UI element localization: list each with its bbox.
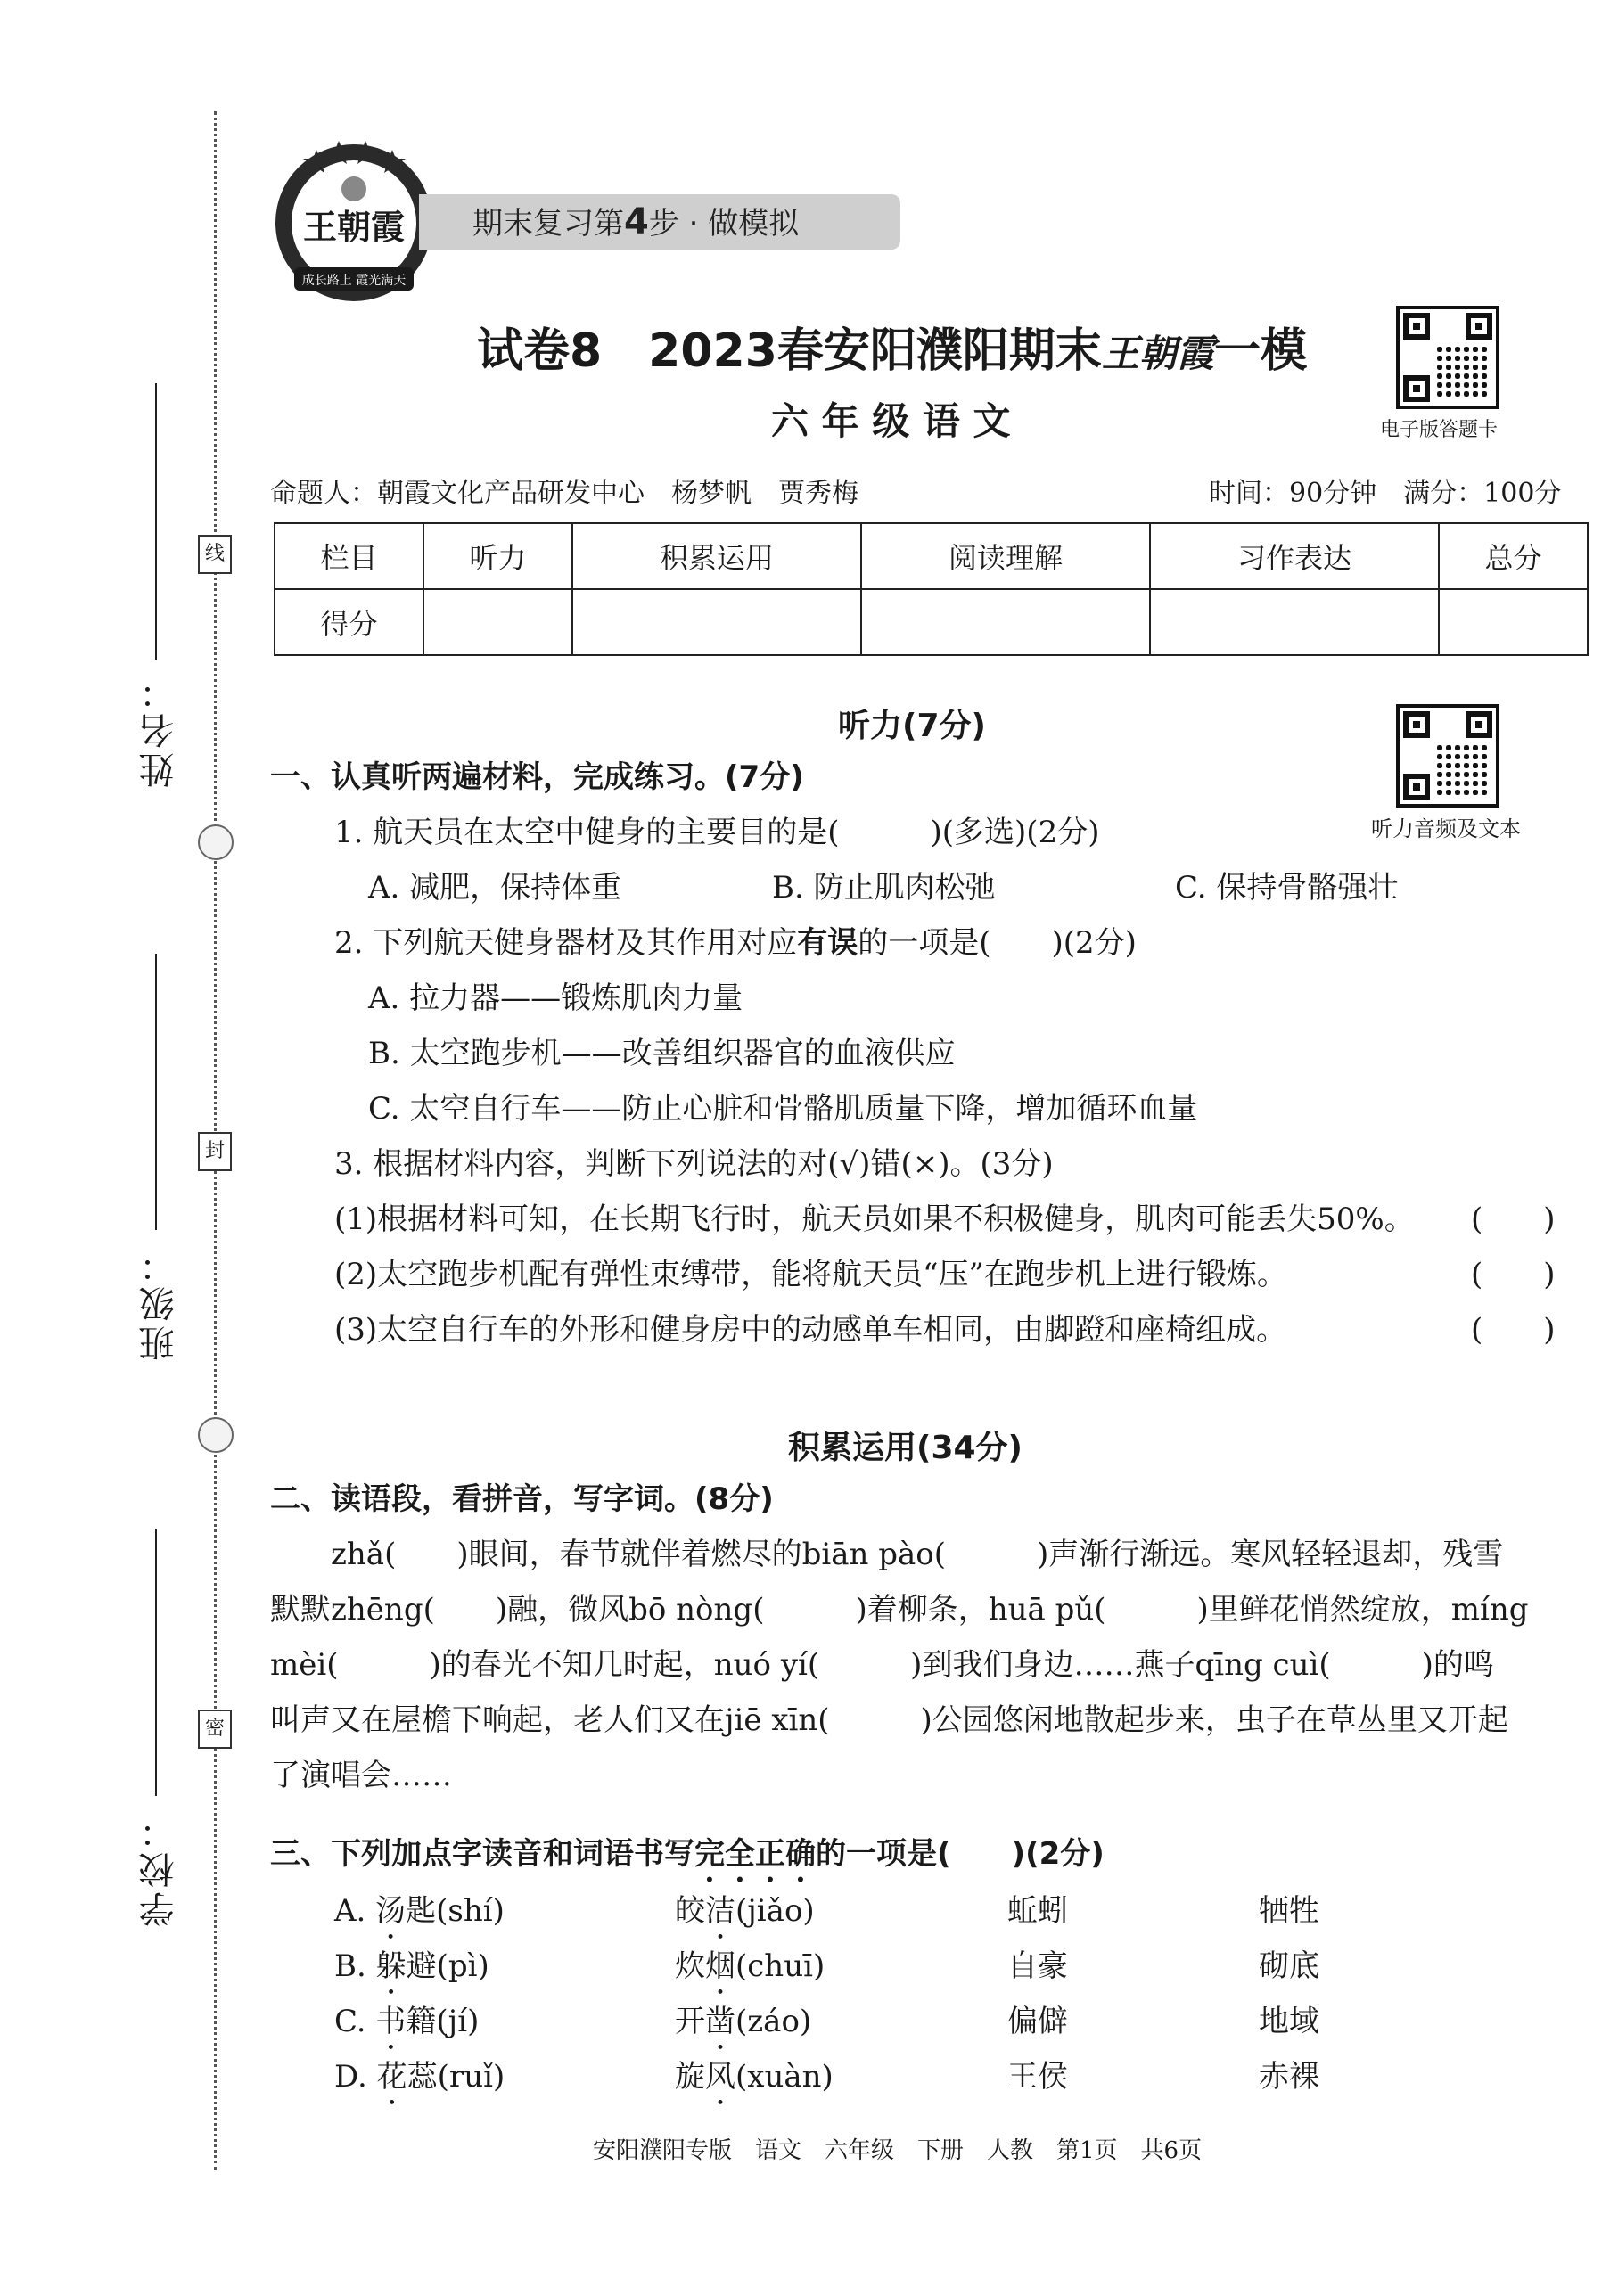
score-table-score-row: [275, 589, 1588, 655]
score-header-cell: 听力: [423, 523, 572, 589]
q1-2-option-a: A. 拉力器——锻炼肌肉力量: [368, 980, 743, 1016]
q1-2-emphasis: 有误: [797, 925, 858, 961]
q3-option-d: D. 花蕊(ruǐ): [334, 2059, 505, 2095]
q1-3-statement-2: (2)太空跑步机配有弹性束缚带，能将航天员“压”在跑步机上进行锻炼。: [334, 1257, 1287, 1292]
q1-3-judge-blank-2[interactable]: ( ): [1471, 1257, 1556, 1292]
q1-3-statement-3: (3)太空自行车的外形和健身房中的动感单车相同，由脚蹬和座椅组成。: [334, 1312, 1287, 1348]
q1-1-option-a: A. 减肥，保持体重: [368, 870, 622, 906]
binding-mark-mi: 密: [198, 1710, 232, 1749]
step-banner: [419, 194, 900, 250]
q3-option-b: B. 躲避(pì): [334, 1948, 489, 1984]
subject-title: 六 年 级 语 文: [771, 399, 1011, 443]
q1-3-judge-blank-3[interactable]: ( ): [1471, 1312, 1556, 1348]
q1-1-stem: 1. 航天员在太空中健身的主要目的是( )(多选)(2分): [334, 815, 1100, 850]
logo-slogan: 成长路上 霞光满天: [301, 274, 407, 288]
score-cell[interactable]: [861, 589, 1150, 655]
brand-logo: [267, 134, 441, 308]
q3-option-c-word-3: 偏僻: [1007, 2004, 1068, 2039]
pinyin-passage-line-1: zhǎ( )眼间，春节就伴着燃尽的biān pào( )声渐行渐远。寒风轻轻退却，残雪: [270, 1537, 1504, 1572]
binding-mark-feng: 封: [198, 1132, 232, 1171]
q3-option-c: C. 书籍(jí): [334, 2004, 480, 2039]
q3-option-a: A. 汤匙(shí): [334, 1893, 505, 1929]
listening-audio-qr-code[interactable]: [1396, 704, 1499, 808]
q3-option-d-word-3: 王侯: [1007, 2059, 1068, 2095]
pinyin-passage-line-2: 默默zhēng( )融，微风bō nòng( )着柳条，huā pǔ( )里鲜花悄然绽放，míng: [270, 1592, 1529, 1628]
q1-3-stem: 3. 根据材料内容，判断下列说法的对(√)错(×)。(3分): [334, 1146, 1054, 1182]
score-header-cell: 阅读理解: [861, 523, 1150, 589]
score-table: [274, 522, 1589, 656]
score-cell[interactable]: [1439, 589, 1588, 655]
name-write-line[interactable]: [155, 383, 157, 660]
q3-dotted-emphasis: 完全正确: [694, 1836, 816, 1872]
class-write-line[interactable]: [155, 954, 157, 1230]
svg-text:王朝霞: 王朝霞: [302, 207, 406, 247]
score-header-cell: 积累运用: [572, 523, 861, 589]
pinyin-passage-line-4: 叫声又在屋檐下响起，老人们又在jiē xīn( )公园悠闲地散起步来，虫子在草丛里又开起: [270, 1702, 1508, 1738]
q1-2-option-b: B. 太空跑步机——改善组织器官的血液供应: [368, 1036, 956, 1071]
listening-qr-caption: 听力音频及文本: [1371, 816, 1521, 841]
answer-card-qr-caption: 电子版答题卡: [1380, 419, 1499, 441]
class-label: 班级：: [139, 1243, 180, 1361]
binding-mark-xian: 线: [198, 535, 232, 574]
question-3-title: 三、下列加点字读音和词语书写完全正确的一项是( )(2分): [270, 1836, 1105, 1872]
binding-swirl-icon: [198, 1417, 234, 1453]
score-row-label: 得分: [275, 589, 423, 655]
banner-step: 4: [624, 201, 649, 242]
pinyin-passage-line-3: mèi( )的春光不知几时起，nuó yí( )到我们身边……燕子qīng cuì( )的鸣: [270, 1647, 1494, 1683]
school-write-line[interactable]: [155, 1529, 157, 1796]
score-table-header-row: [275, 523, 1588, 589]
authors: 命题人：朝霞文化产品研发中心 杨梦帆 贾秀梅: [270, 478, 858, 509]
answer-card-qr-code[interactable]: [1396, 306, 1499, 409]
q3-option-d-word-4: 赤裸: [1259, 2059, 1319, 2095]
q1-2-stem: 2. 下列航天健身器材及其作用对应有误的一项是( )(2分): [334, 925, 1137, 961]
q3-option-c-word-2: 开凿(záo): [675, 2004, 812, 2039]
pinyin-passage-line-5: 了演唱会……: [270, 1758, 452, 1793]
score-cell[interactable]: [1150, 589, 1439, 655]
listening-heading: 听力(7分): [838, 708, 986, 744]
score-header-cell: 栏目: [275, 523, 423, 589]
q3-option-b-word-4: 砌底: [1259, 1948, 1319, 1984]
q3-option-d-word-2: 旋风(xuàn): [675, 2059, 834, 2095]
q3-option-b-word-3: 自豪: [1007, 1948, 1068, 1984]
banner-suffix: 步 · 做模拟: [648, 206, 800, 242]
q3-option-a-word-3: 蚯蚓: [1007, 1893, 1068, 1929]
score-cell[interactable]: [572, 589, 861, 655]
title-brand-mark: 王朝霞: [1101, 332, 1214, 375]
score-header-cell: 习作表达: [1150, 523, 1439, 589]
q1-1-option-c: C. 保持骨骼强壮: [1175, 870, 1399, 906]
q1-2-option-c: C. 太空自行车——防止心脏和骨骼肌质量下降，增加循环血量: [368, 1091, 1198, 1127]
question-2-title: 二、读语段，看拼音，写字词。(8分): [270, 1481, 774, 1517]
q3-option-c-word-4: 地域: [1259, 2004, 1319, 2039]
q3-option-b-word-2: 炊烟(chuī): [675, 1948, 825, 1984]
score-header-cell: 总分: [1439, 523, 1588, 589]
exam-title: 试卷8 2023春安阳濮阳期末王朝霞一模: [477, 324, 1307, 378]
q3-option-a-word-4: 牺牲: [1259, 1893, 1319, 1929]
time-and-score: 时间：90分钟 满分：100分: [1209, 478, 1562, 509]
accumulation-heading: 积累运用(34分): [788, 1430, 1023, 1466]
page-footer: 安阳濮阳专版 语文 六年级 下册 人教 第1页 共6页: [593, 2137, 1203, 2164]
q1-1-option-b: B. 防止肌肉松弛: [772, 870, 996, 906]
q1-3-judge-blank-1[interactable]: ( ): [1471, 1201, 1556, 1237]
question-1-title: 一、认真听两遍材料，完成练习。(7分): [270, 759, 804, 795]
name-label: 姓名：: [139, 670, 180, 788]
binding-swirl-icon: [198, 824, 234, 860]
score-cell[interactable]: [423, 589, 572, 655]
school-label: 学校：: [139, 1809, 180, 1927]
q1-3-statement-1: (1)根据材料可知，在长期飞行时，航天员如果不积极健身，肌肉可能丢失50%。: [334, 1201, 1415, 1237]
q3-option-a-word-2: 皎洁(jiǎo): [675, 1893, 815, 1929]
banner-prefix: 期末复习第: [472, 206, 624, 242]
